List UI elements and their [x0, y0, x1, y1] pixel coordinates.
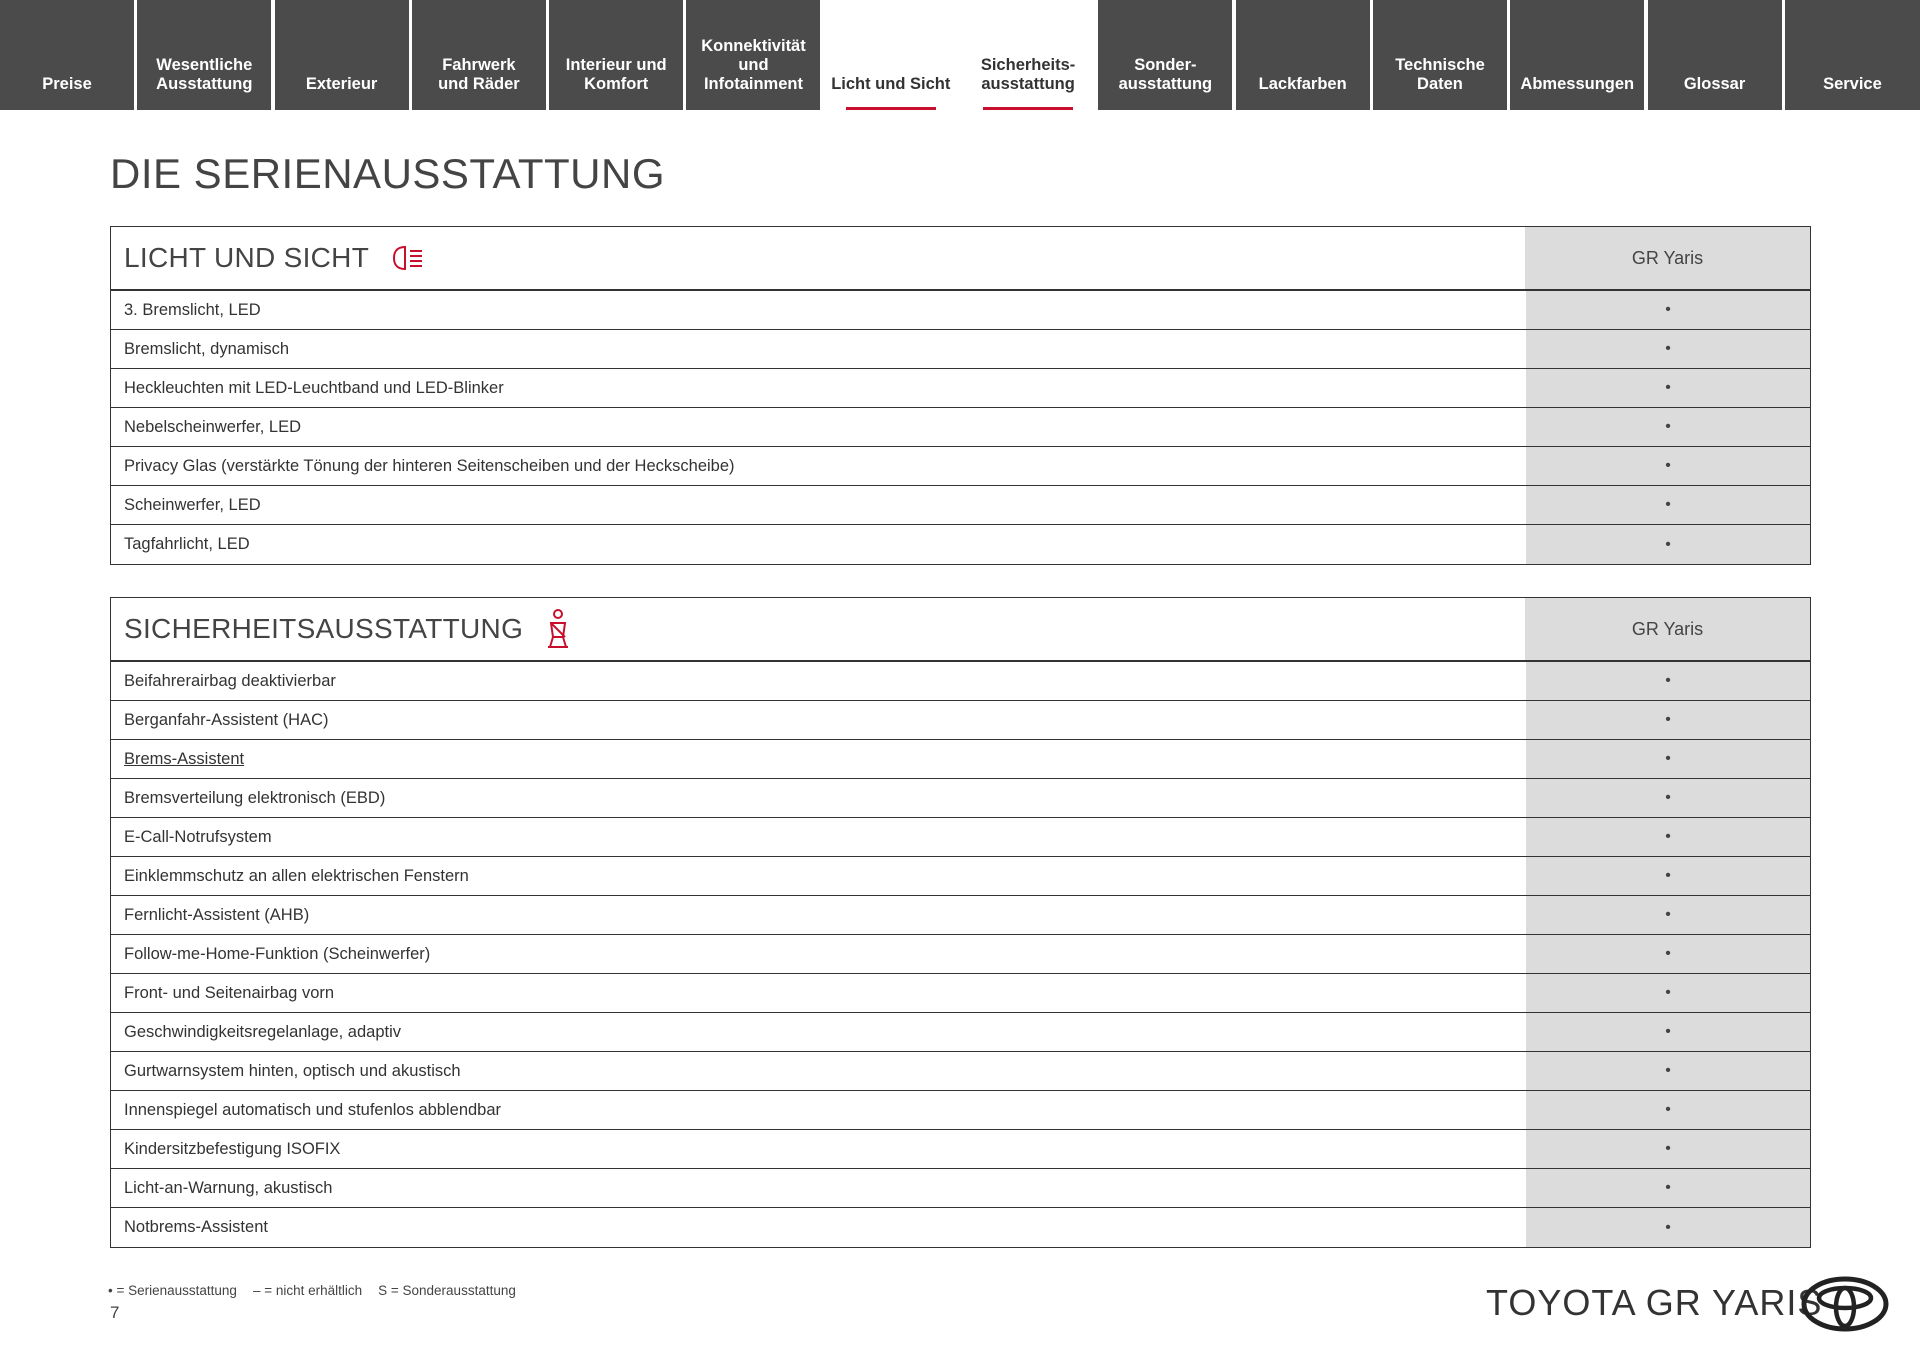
table-body — [111, 291, 1810, 564]
table-row — [111, 857, 1810, 896]
tab-label: Wesentliche Ausstattung — [156, 56, 253, 93]
tab-label: Abmessungen — [1520, 75, 1635, 93]
legend-item: – = nicht erhältlich — [252, 1283, 363, 1298]
tab-label: Sicherheits- ausstattung — [980, 56, 1076, 93]
sicherheitsausstattung-table — [110, 597, 1811, 1248]
feature-label: Scheinwerfer, LED — [124, 495, 261, 514]
feature-label: Bremslicht, dynamisch — [124, 339, 290, 358]
availability-value: • — [1525, 779, 1810, 817]
availability-value: • — [1525, 291, 1810, 329]
availability-value: • — [1525, 1013, 1810, 1051]
availability-value: • — [1525, 1052, 1810, 1090]
feature-label: Notbrems-Assistent — [124, 1218, 268, 1236]
availability-value: • — [1525, 330, 1810, 368]
availability-value: • — [1525, 486, 1810, 524]
table-row — [111, 701, 1810, 740]
table-row — [111, 1130, 1810, 1169]
availability-value: • — [1525, 974, 1810, 1012]
feature-label: Fernlicht-Assistent (AHB) — [124, 905, 310, 924]
feature-link[interactable]: Brems-Assistent — [124, 749, 245, 768]
table-row — [111, 1052, 1810, 1091]
tab-abmessungen[interactable] — [1510, 0, 1644, 110]
table-row — [111, 1091, 1810, 1130]
page-number: 7 — [110, 1303, 120, 1322]
tab-preise[interactable] — [0, 0, 134, 110]
feature-label: Kindersitzbefestigung ISOFIX — [124, 1139, 341, 1158]
tab-glossar[interactable] — [1648, 0, 1782, 110]
table-row — [111, 369, 1810, 408]
availability-value: • — [1525, 525, 1810, 564]
tab-label: Service — [1823, 75, 1882, 93]
section-heading — [111, 598, 1525, 660]
section-title: SICHERHEITSAUSSTATTUNG — [124, 613, 524, 644]
availability-value: • — [1525, 935, 1810, 973]
availability-value: • — [1525, 896, 1810, 934]
tab-label: Exterieur — [305, 75, 378, 93]
feature-label: Einklemmschutz an allen elektrischen Fenstern — [124, 866, 469, 885]
tab-service[interactable] — [1785, 0, 1920, 110]
feature-label: Berganfahr-Assistent (HAC) — [124, 710, 329, 729]
table-row — [111, 779, 1810, 818]
availability-value: • — [1525, 369, 1810, 407]
tab-label: Licht und Sicht — [831, 75, 951, 93]
tab-wesentliche-ausstattung[interactable] — [137, 0, 271, 110]
tab-label: Fahrwerk und Räder — [438, 56, 520, 93]
availability-value: • — [1525, 701, 1810, 739]
table-row — [111, 291, 1810, 330]
table-row — [111, 974, 1810, 1013]
table-header — [111, 227, 1810, 291]
model-column-header: GR Yaris — [1525, 598, 1810, 660]
toyota-logo-icon — [1801, 1276, 1889, 1337]
legend-item: S = Sonderausstattung — [378, 1283, 516, 1298]
table-row — [111, 447, 1810, 486]
legend — [108, 1283, 516, 1298]
model-column-header: GR Yaris — [1525, 227, 1810, 289]
tab-technische-daten[interactable] — [1373, 0, 1507, 110]
feature-label: Tagfahrlicht, LED — [124, 535, 250, 553]
availability-value: • — [1525, 447, 1810, 485]
section-title: LICHT UND SICHT — [124, 242, 370, 273]
availability-value: • — [1525, 1169, 1810, 1207]
feature-label: Gurtwarnsystem hinten, optisch und akustisch — [124, 1061, 461, 1080]
feature-label: Front- und Seitenairbag vorn — [124, 983, 335, 1002]
availability-value: • — [1525, 1208, 1810, 1247]
feature-label: Heckleuchten mit LED-Leuchtband und LED-Blinker — [124, 378, 504, 397]
tab-label: Glossar — [1683, 75, 1746, 93]
table-row — [111, 1208, 1810, 1247]
table-row — [111, 525, 1810, 564]
tab-sicherheits-ausstattung[interactable] — [961, 0, 1095, 110]
feature-label: Privacy Glas (verstärkte Tönung der hinteren Seitenscheiben und der Heckscheibe) — [124, 456, 735, 475]
table-row — [111, 818, 1810, 857]
tab-label: Sonder- ausstattung — [1118, 56, 1213, 93]
table-row — [111, 330, 1810, 369]
tab-konnektivität-und-infotainment[interactable] — [686, 0, 820, 110]
feature-label: Innenspiegel automatisch und stufenlos abblendbar — [124, 1100, 502, 1119]
table-row — [111, 662, 1810, 701]
table-row — [111, 896, 1810, 935]
table-header — [111, 598, 1810, 662]
feature-label: Beifahrerairbag deaktivierbar — [124, 671, 336, 690]
tab-sonder-ausstattung[interactable] — [1098, 0, 1232, 110]
availability-value: • — [1525, 1130, 1810, 1168]
availability-value: • — [1525, 740, 1810, 778]
table-row — [111, 740, 1810, 779]
table-row — [111, 486, 1810, 525]
tab-exterieur[interactable] — [275, 0, 409, 110]
seatbelt-icon — [545, 609, 571, 649]
tab-interieur-und-komfort[interactable] — [549, 0, 683, 110]
tab-label: Konnektivität und Infotainment — [701, 37, 806, 93]
feature-label: E-Call-Notrufsystem — [124, 827, 272, 846]
tab-label: Interieur und Komfort — [565, 56, 667, 93]
table-row — [111, 1013, 1810, 1052]
feature-label: Geschwindigkeitsregelanlage, adaptiv — [124, 1022, 402, 1041]
feature-label: Follow-me-Home-Funktion (Scheinwerfer) — [124, 944, 431, 963]
table-row — [111, 935, 1810, 974]
page-title: DIE SERIENAUSSTATTUNG — [110, 150, 666, 197]
tab-lackfarben[interactable] — [1236, 0, 1370, 110]
brand-name: TOYOTA GR YARIS — [1486, 1282, 1823, 1323]
availability-value: • — [1525, 818, 1810, 856]
availability-value: • — [1525, 408, 1810, 446]
tab-label: Technische Daten — [1395, 56, 1485, 93]
table-row — [111, 1169, 1810, 1208]
table-body — [111, 662, 1810, 1247]
availability-value: • — [1525, 662, 1810, 700]
availability-value: • — [1525, 1091, 1810, 1129]
tab-label: Lackfarben — [1258, 75, 1347, 93]
section-heading — [111, 227, 1525, 289]
feature-label: 3. Bremslicht, LED — [124, 300, 261, 319]
legend-item: • = Serienausstattung — [108, 1283, 237, 1298]
availability-value: • — [1525, 857, 1810, 895]
feature-label: Bremsverteilung elektronisch (EBD) — [124, 788, 386, 807]
tab-licht-und-sicht[interactable] — [824, 0, 958, 110]
tab-navigation — [0, 0, 1920, 110]
table-row — [111, 408, 1810, 447]
tab-fahrwerk-und-räder[interactable] — [412, 0, 546, 110]
headlight-icon — [391, 244, 425, 272]
licht-und-sicht-table — [110, 226, 1811, 565]
tab-label: Preise — [42, 75, 92, 93]
feature-label: Licht-an-Warnung, akustisch — [124, 1178, 333, 1197]
feature-label: Nebelscheinwerfer, LED — [124, 417, 302, 436]
